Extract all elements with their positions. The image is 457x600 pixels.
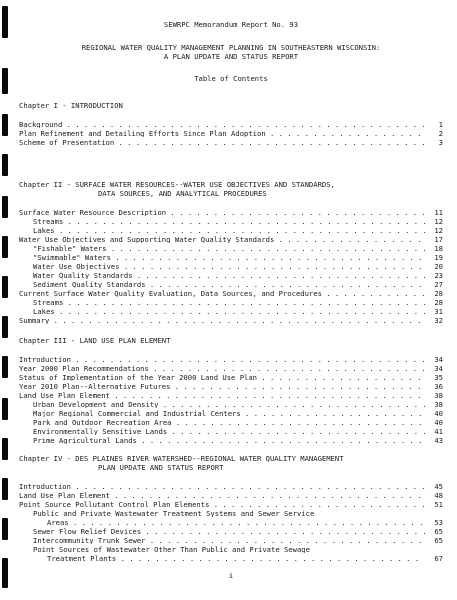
toc-entry-text: "Fishable" Waters — [33, 245, 107, 253]
toc-entry — [19, 236, 443, 245]
chapter-title: Chapter IV - DES PLAINES RIVER WATERSHED--REGIONAL WATER QUALITY MANAGEMENT — [19, 454, 344, 463]
binder-mark — [2, 356, 8, 378]
toc-entry-text: Public and Private Wastewater Treatment Systems and Sewer Service — [33, 510, 315, 518]
toc-entry — [19, 218, 443, 227]
chapter-title: Chapter III - LAND USE PLAN ELEMENT — [19, 336, 171, 345]
toc-entry-page: 2 — [429, 130, 443, 137]
toc-entry-text: Current Surface Water Quality Evaluation, Data Sources, and Procedures — [19, 290, 322, 298]
toc-entry — [19, 374, 443, 383]
toc-entry-page: 23 — [429, 272, 443, 279]
binder-mark — [2, 6, 8, 38]
toc-entry-page: 28 — [429, 290, 443, 297]
toc-entry-label — [33, 254, 425, 261]
toc-entry-page: 38 — [429, 392, 443, 399]
toc-entry-page: 28 — [429, 299, 443, 306]
toc-entry-text: Scheme of Presentation — [19, 139, 115, 147]
toc-entry-text: Streams — [33, 218, 64, 226]
toc-entry-label — [33, 510, 425, 517]
toc-entry-text: Point Sources of Wastewater Other Than Public and Private Sewage — [33, 546, 310, 554]
toc-entry-label — [33, 281, 425, 288]
toc-entry-text: Prime Agricultural Lands — [33, 437, 137, 445]
report-title-line2: A PLAN UPDATE AND STATUS REPORT — [163, 52, 299, 61]
toc-entry-page: 40 — [429, 410, 443, 417]
toc-entry-text: Sediment Quality Standards — [33, 281, 146, 289]
toc-entry — [19, 290, 443, 299]
chapter-title-continued: PLAN UPDATE AND STATUS REPORT — [98, 463, 224, 472]
toc-entry-label — [19, 209, 425, 216]
toc-entry — [19, 356, 443, 365]
toc-entry — [19, 528, 443, 537]
toc-entry-label — [19, 383, 425, 390]
toc-entry — [19, 245, 443, 254]
toc-entry — [19, 227, 443, 236]
memo-number: SEWRPC Memorandum Report No. 93 — [163, 20, 299, 29]
toc-entry-label — [33, 437, 425, 444]
toc-entry — [19, 299, 443, 308]
toc-entry-label — [19, 392, 425, 399]
toc-entry — [19, 419, 443, 428]
toc-entry-label — [19, 121, 425, 128]
toc-entry-page: 65 — [429, 528, 443, 535]
toc-entry-text: "Swimmable" Waters — [33, 254, 111, 262]
binder-mark — [2, 398, 8, 420]
toc-entry-page: 43 — [429, 437, 443, 444]
toc-entry-text: Treatment Plants — [47, 555, 117, 563]
toc-entry-page: 11 — [429, 209, 443, 216]
toc-entry-text: Water Use Objectives and Supporting Water Quality Standards — [19, 236, 275, 244]
toc-entry-page: 35 — [429, 374, 443, 381]
toc-entry-page: 65 — [429, 537, 443, 544]
toc-entry-label — [19, 374, 425, 381]
toc-entry-page: 51 — [429, 501, 443, 508]
toc-entry — [19, 537, 443, 546]
toc-entry-text: Plan Refinement and Detailing Efforts Since Plan Adoption — [19, 130, 266, 138]
toc-entry-page: 36 — [429, 383, 443, 390]
binder-mark — [2, 438, 8, 460]
toc-entry-text: Lakes — [33, 308, 55, 316]
toc-entry-page: 19 — [429, 254, 443, 261]
toc-entry-page: 34 — [429, 356, 443, 363]
toc-entry-text: Status of Implementation of the Year 2000 Land Use Plan — [19, 374, 257, 382]
toc-entry-page: 32 — [429, 317, 443, 324]
toc-entry — [19, 254, 443, 263]
toc-entry-label — [33, 308, 425, 315]
toc-entry-page: 38 — [429, 401, 443, 408]
toc-entry-label — [19, 290, 425, 297]
toc-entry — [19, 519, 443, 528]
toc-entry-text: Introduction — [19, 356, 71, 364]
toc-entry-label — [19, 139, 425, 146]
toc-entry — [19, 209, 443, 218]
toc-entry-label — [19, 130, 425, 137]
binder-mark — [2, 558, 8, 588]
toc-entry-page: 41 — [429, 428, 443, 435]
binder-mark — [2, 154, 8, 176]
toc-entry-label — [19, 317, 425, 324]
toc-entry-label — [33, 272, 425, 279]
toc-entry — [19, 555, 443, 564]
toc-entry-text: Intercommunity Trunk Sewer — [33, 537, 146, 545]
binder-mark — [2, 68, 8, 94]
toc-entry-page: 12 — [429, 218, 443, 225]
toc-entry-label — [19, 492, 425, 499]
toc-entry-page: 34 — [429, 365, 443, 372]
binder-mark — [2, 196, 8, 218]
toc-entry — [19, 383, 443, 392]
toc-entry — [19, 410, 443, 419]
toc-entry-text: Areas — [47, 519, 69, 527]
toc-entry-label — [19, 356, 425, 363]
toc-entry-label — [47, 555, 425, 562]
toc-entry-label — [33, 528, 425, 535]
page-number: i — [228, 571, 234, 580]
toc-entry — [19, 308, 443, 317]
toc-entry-text: Introduction — [19, 483, 71, 491]
toc-entry — [19, 317, 443, 326]
toc-entry-page: 20 — [429, 263, 443, 270]
toc-entry-label — [33, 537, 425, 544]
toc-entry-text: Background — [19, 121, 63, 129]
toc-entry-label — [19, 236, 425, 243]
toc-entry-label — [33, 419, 425, 426]
toc-entry-label — [33, 410, 425, 417]
toc-entry-text: Land Use Plan Element — [19, 392, 110, 400]
toc-entry — [19, 281, 443, 290]
toc-entry-label — [19, 365, 425, 372]
toc-entry-page: 48 — [429, 492, 443, 499]
binder-mark — [2, 236, 8, 258]
toc-entry-label — [19, 483, 425, 490]
toc-entry — [19, 501, 443, 510]
toc-entry-text: Lakes — [33, 227, 55, 235]
toc-entry-page: 3 — [429, 139, 443, 146]
toc-entry-label — [33, 546, 425, 553]
toc-entry-text: Park and Outdoor Recreation Area — [33, 419, 172, 427]
binder-mark — [2, 276, 8, 298]
toc-entry-text: Environmentally Sensitive Lands — [33, 428, 168, 436]
chapter-title: Chapter I - INTRODUCTION — [19, 101, 123, 110]
toc-entry-page: 1 — [429, 121, 443, 128]
toc-entry-label — [33, 428, 425, 435]
toc-entry — [19, 365, 443, 374]
toc-entry-label — [33, 245, 425, 252]
document-page — [19, 0, 443, 600]
toc-entry-text: Sewer Flow Relief Devices — [33, 528, 142, 536]
toc-entry-page: 40 — [429, 419, 443, 426]
toc-entry-text: Water Use Objectives — [33, 263, 120, 271]
toc-entry-label — [33, 401, 425, 408]
toc-entry — [19, 139, 443, 148]
toc-entry-page: 53 — [429, 519, 443, 526]
toc-entry — [19, 401, 443, 410]
report-title-line1: REGIONAL WATER QUALITY MANAGEMENT PLANNING IN SOUTHEASTERN WISCONSIN: — [81, 43, 381, 52]
toc-entry — [19, 130, 443, 139]
toc-entry-label — [33, 218, 425, 225]
toc-entry-label — [33, 227, 425, 234]
toc-entry — [19, 121, 443, 130]
toc-entry-label — [47, 519, 425, 526]
toc-entry-label — [19, 501, 425, 508]
toc-entry-text: Summary — [19, 317, 50, 325]
binder-mark — [2, 114, 8, 136]
toc-entry-text: Major Regional Commercial and Industrial Centers — [33, 410, 241, 418]
toc-entry — [19, 263, 443, 272]
toc-entry-page: 45 — [429, 483, 443, 490]
toc-entry-page: 31 — [429, 308, 443, 315]
toc-entry-text: Land Use Plan Element — [19, 492, 110, 500]
toc-entry-page: 18 — [429, 245, 443, 252]
toc-entry — [19, 483, 443, 492]
chapter-title-continued: DATA SOURCES, AND ANALYTICAL PROCEDURES — [98, 189, 267, 198]
toc-entry — [19, 392, 443, 401]
toc-entry — [19, 428, 443, 437]
toc-entry — [19, 492, 443, 501]
binder-mark — [2, 478, 8, 500]
toc-entry-page: 27 — [429, 281, 443, 288]
binder-mark — [2, 316, 8, 338]
toc-entry-text: Surface Water Resource Description — [19, 209, 167, 217]
toc-entry-text: Point Source Pollutant Control Plan Elements — [19, 501, 210, 509]
toc-entry-page: 12 — [429, 227, 443, 234]
toc-entry-text: Year 2000 Plan Recommendations — [19, 365, 149, 373]
toc-entry-text: Streams — [33, 299, 64, 307]
toc-entry-label — [33, 263, 425, 270]
toc-entry-text: Water Quality Standards — [33, 272, 133, 280]
toc-entry-page: 67 — [429, 555, 443, 562]
toc-entry — [19, 437, 443, 446]
toc-entry-page: 17 — [429, 236, 443, 243]
toc-entry — [19, 546, 443, 555]
toc-entry — [19, 272, 443, 281]
toc-entry-label — [33, 299, 425, 306]
chapter-title: Chapter II - SURFACE WATER RESOURCES--WATER USE OBJECTIVES AND STANDARDS, — [19, 180, 335, 189]
toc-entry-text: Year 2010 Plan--Alternative Futures — [19, 383, 171, 391]
toc-entry — [19, 510, 443, 519]
binder-mark — [2, 518, 8, 540]
toc-heading: Table of Contents — [194, 74, 268, 83]
toc-entry-text: Urban Development and Density — [33, 401, 159, 409]
